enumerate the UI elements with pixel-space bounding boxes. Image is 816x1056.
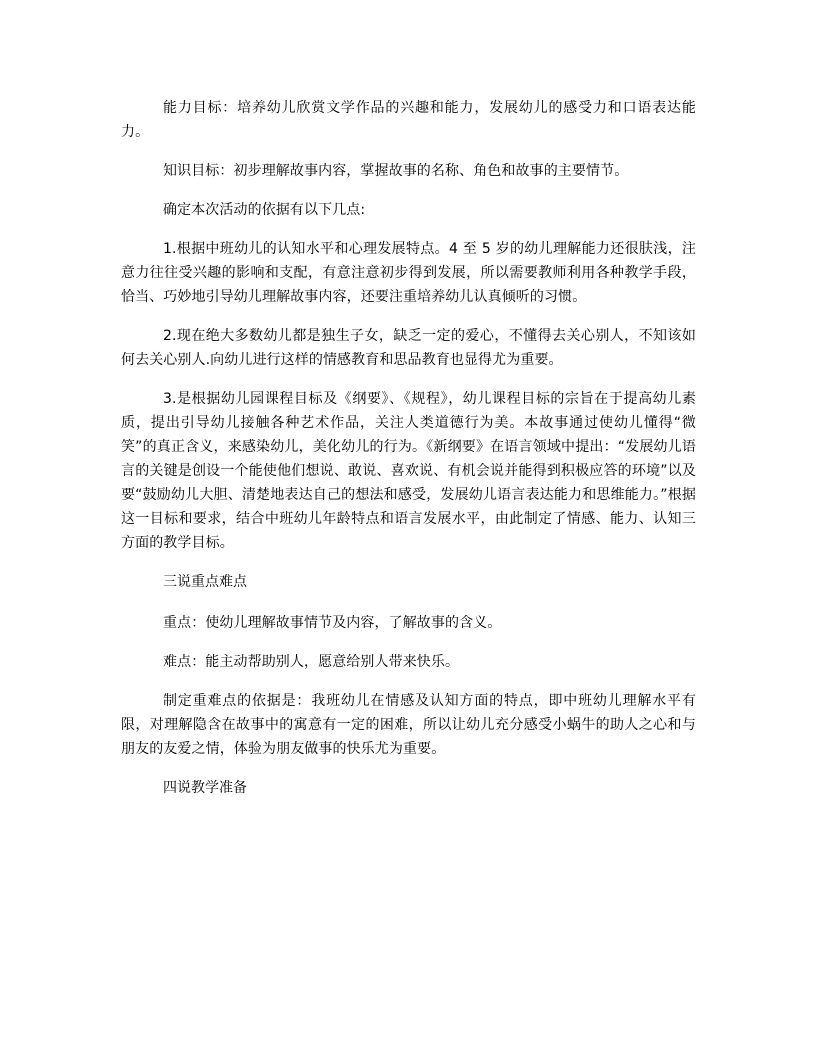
paragraph-basis-intro: 确定本次活动的依据有以下几点: <box>163 202 366 218</box>
paragraph-basis-1: 1.根据中班幼儿的认知水平和心理发展特点。4 至 5 岁的幼儿理解能力还很肤浅，注意力往往受兴趣的影响和支配，有意注意初步得到发展，所以需要教师利用各种教学手段，恰当、巧妙地引导幼儿理解故事内容，还要注重培养幼儿认真倾听的习惯。 <box>121 241 696 305</box>
paragraph-difficulty: 难点：能主动帮助别人，愿意给别人带来快乐。 <box>163 654 460 670</box>
paragraph-basis-2: 2.现在绝大多数幼儿都是独生子女，缺乏一定的爱心，不懂得去关心别人，不知该如何去关心别人.向幼儿进行这样的情感教育和思品教育也显得尤为重要。 <box>121 328 696 368</box>
paragraph-ability-goal: 能力目标：培养幼儿欣赏文学作品的兴趣和能力，发展幼儿的感受力和口语表达能力。 <box>121 100 696 140</box>
document-page <box>121 96 696 817</box>
paragraph-key-point: 重点：使幼儿理解故事情节及内容，了解故事的含义。 <box>163 615 502 631</box>
paragraph-basis-3: 3.是根据幼儿园课程目标及《纲要》、《规程》，幼儿课程目标的宗旨在于提高幼儿素质，提出引导幼儿接触各种艺术作品，关注人类道德行为美。本故事通过使幼儿懂得“微笑”的真正含义，来感染幼儿，美化幼儿的行为。《新纲要》在语言领域中提出：“发展幼儿语言的关键是创设一个能使他们想说、敢说、喜欢说、有机会说并能得到积极应答的环境”以及要“鼓励幼儿大胆、清楚地表达自己的想法和感受，发展幼儿语言表达能力和思维能力。”根据这一目标和要求，结合中班幼儿年龄特点和语言发展水平，由此制定了情感、能力、认知三方面的教学目标。 <box>121 391 696 551</box>
paragraph-difficulty-basis: 制定重难点的依据是：我班幼儿在情感及认知方面的特点，即中班幼儿理解水平有限，对理解隐含在故事中的寓意有一定的困难，所以让幼儿充分感受小蜗牛的助人之心和与朋友的友爱之情，体验为朋友做事的快乐尤为重要。 <box>121 693 696 757</box>
paragraph-knowledge-goal: 知识目标：初步理解故事内容，掌握故事的名称、角色和故事的主要情节。 <box>163 163 629 179</box>
section-heading-key-points: 三说重点难点 <box>163 574 247 590</box>
section-heading-preparation: 四说教学准备 <box>163 780 247 796</box>
